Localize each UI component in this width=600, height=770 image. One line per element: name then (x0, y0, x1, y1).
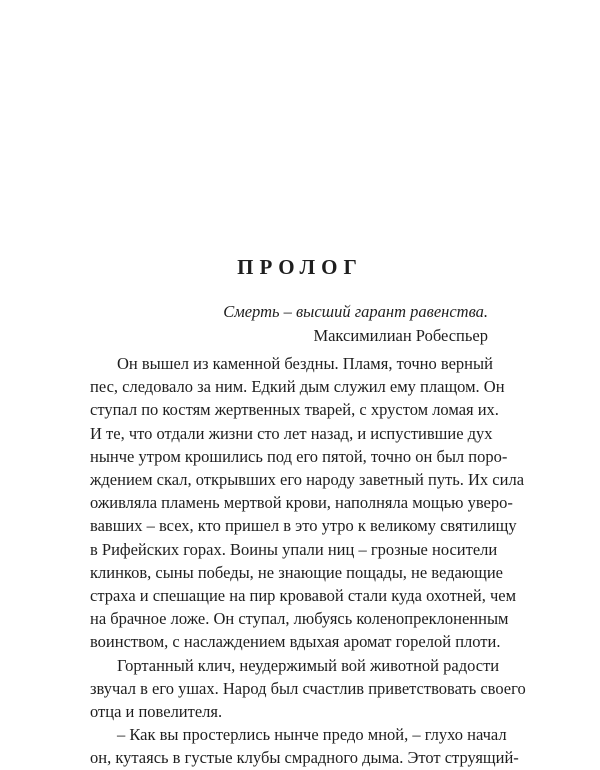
text-line: ступал по костям жертвенных тварей, с хрустом ломая их. (90, 400, 499, 420)
epigraph (223, 300, 488, 348)
text-line: – Как вы простерлись нынче предо мной, – глухо начал (117, 725, 507, 745)
text-line: пес, следовало за ним. Едкий дым служил ему плащом. Он (90, 377, 505, 397)
text-line: Он вышел из каменной бездны. Пламя, точно верный (117, 354, 493, 373)
epigraph-author: Максимилиан Робеспьер (313, 326, 488, 345)
text-line: нынче утром крошились под его пятой, точно он был поро- (90, 446, 508, 466)
text-line: ждением скал, открывших его народу заветный путь. Их сила (90, 470, 525, 490)
text-line: страха и спешащие на пир кровавой стали куда охотней, чем (90, 586, 517, 606)
prologue-text (90, 352, 526, 770)
epigraph-quote: Смерть – высший гарант равенства. (223, 302, 488, 321)
text-line: на брачное ложе. Он ступал, любуясь коленопреклоненным (90, 609, 509, 629)
chapter-title: ПРОЛОГ (237, 255, 363, 279)
text-line: клинков, сыны победы, не знающие пощады, не ведающие (90, 562, 504, 582)
text-line: звучал в его ушах. Народ был счастлив приветствовать своего (90, 678, 526, 698)
text-line: воинством, с наслаждением вдыхая аромат горелой плоти. (90, 632, 501, 652)
text-line: Гортанный клич, неудержимый вой животной радости (117, 655, 500, 675)
text-line: он, кутаясь в густые клубы смрадного дыма. Этот струящий- (90, 748, 519, 768)
text-line: И те, что отдали жизни сто лет назад, и испустившие дух (90, 423, 493, 443)
text-line: в Рифейских горах. Воины упали ниц – грозные носители (90, 539, 498, 559)
text-line: оживляла пламень мертвой крови, наполняла мощью уверо- (90, 493, 513, 513)
text-line: вавших – всех, кто пришел в это утро к великому святилищу (90, 516, 517, 536)
text-line: отца и повелителя. (90, 702, 223, 722)
